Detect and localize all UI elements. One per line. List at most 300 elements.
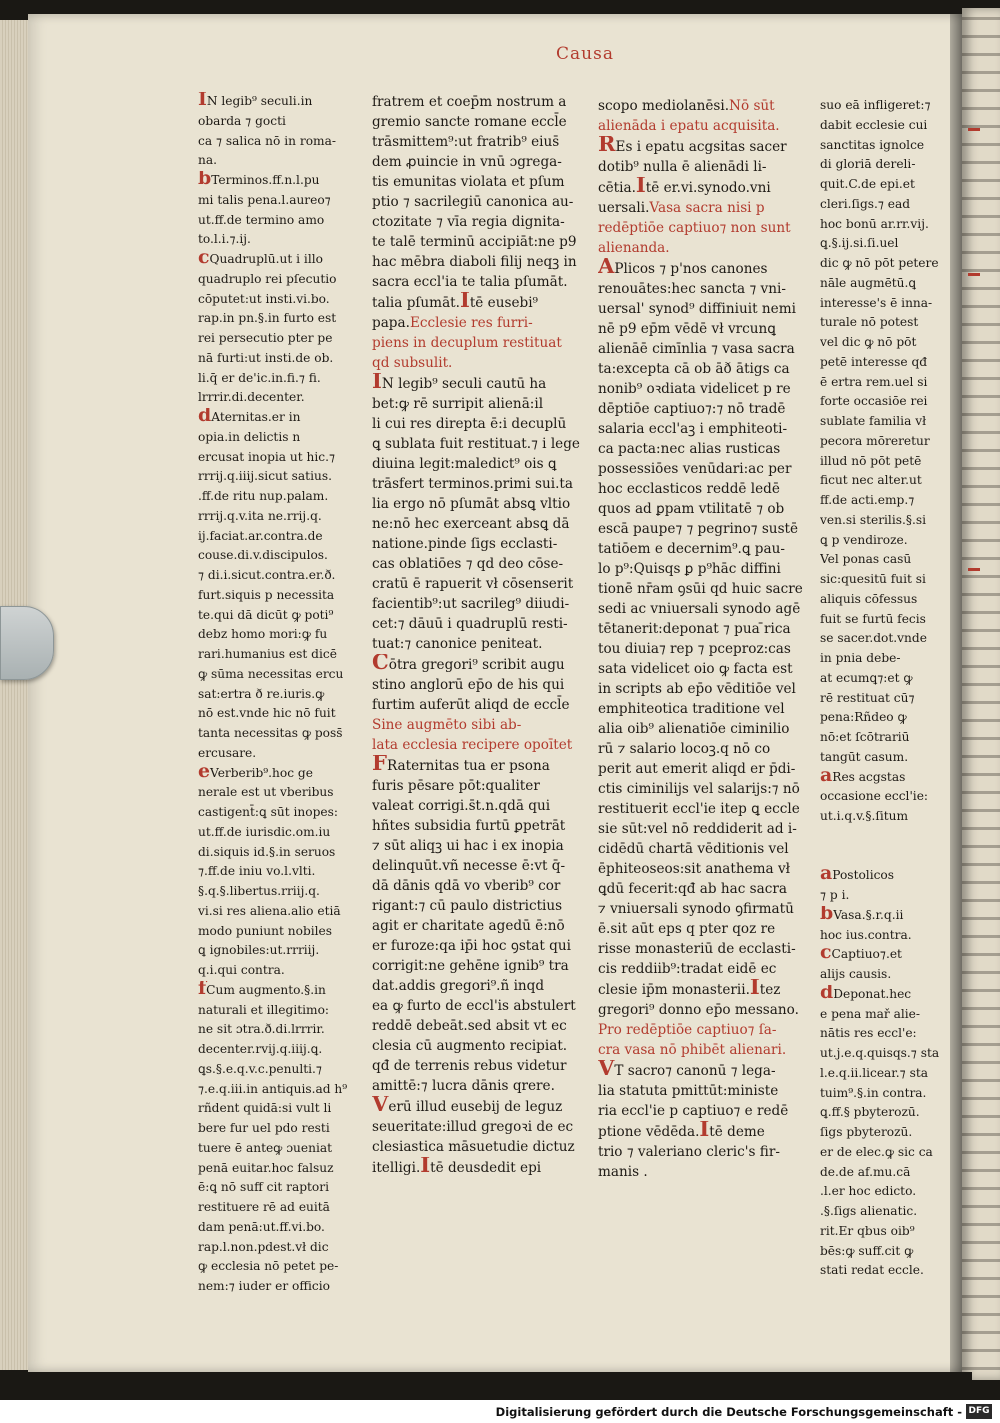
line-text: tē er.vi.synodo.vni	[645, 180, 771, 196]
line-text: itelligi.	[372, 1160, 421, 1176]
text-line	[372, 896, 594, 916]
line-text: sacra eccl'ia te talia pſumāt.	[372, 274, 568, 290]
rubric-text: alienāda i epatu acquisita.	[598, 118, 780, 134]
text-line	[598, 699, 814, 719]
line-text: castigent̄:ꝗ sūt inopes:	[198, 805, 338, 819]
line-text: ⁊ di.i.sicut.contra.er.ð.	[198, 568, 336, 582]
text-line	[820, 175, 960, 195]
text-line	[198, 1277, 368, 1297]
line-text: clesia cū augmento recipiat.	[372, 1038, 568, 1054]
text-line	[198, 902, 368, 922]
line-text: e pena mař alie-	[820, 1006, 921, 1021]
line-text: in scripts ab ep̄o vēditiōe vel	[598, 681, 796, 697]
text-line	[598, 1020, 814, 1040]
line-text: bēs:ꝙ suff.cit ꝙ	[820, 1243, 914, 1258]
line-text: Plicos ⁊ p'nos canones	[614, 261, 768, 277]
text-line	[198, 803, 368, 823]
line-text: ⁊.ff.de iniu vo.l.vlti.	[198, 864, 316, 879]
text-line	[372, 272, 594, 292]
line-text: furtim auferūt aliqd de eccl̄e	[372, 697, 570, 713]
line-text: ſigs pbyterozū.	[820, 1125, 913, 1139]
text-line	[198, 191, 368, 211]
rubric-text: Vasa sacra nisi p	[649, 200, 765, 216]
text-line	[598, 799, 814, 819]
text-line	[198, 290, 368, 310]
line-text: ꝗ sublata fuit restituat.⁊ i lege	[372, 436, 580, 452]
text-line	[820, 787, 960, 807]
line-text: ꝙ ecclesia nō petet pe-	[198, 1259, 339, 1274]
line-text: Quadruplū.ut i illo	[209, 252, 323, 266]
rubric-text: Nō sūt	[729, 98, 775, 114]
text-line	[820, 886, 960, 906]
initial-letter: V	[598, 1060, 615, 1080]
line-text: furt.siquis p necessita	[198, 587, 335, 602]
line-text: talia pſumāt.	[372, 295, 460, 311]
text-line	[820, 827, 960, 847]
line-text: restituere rē ad euitā	[198, 1200, 330, 1214]
line-text: trio ⁊ valeriano cleric's fir-	[598, 1144, 780, 1160]
text-line	[372, 695, 594, 715]
text-line	[372, 1096, 594, 1117]
line-text: dem ꝓuincie in vnū ɔgrega-	[372, 154, 562, 170]
line-text: sic:quesitū fuit si	[820, 572, 926, 586]
line-text: to.l.i.⁊.ij.	[198, 232, 251, 247]
text-line	[820, 807, 960, 827]
text-line	[598, 719, 814, 739]
text-line	[598, 659, 814, 679]
text-line	[598, 779, 814, 799]
text-line	[372, 414, 594, 434]
facing-page-rubric	[968, 128, 980, 131]
line-text: cōputet:ut insti.vi.bo.	[198, 291, 330, 306]
line-text: salaria eccl'aꝫ i emphiteoti-	[598, 421, 788, 437]
rubric-text: Sine augmēto sibi ab-	[372, 717, 522, 733]
text-line	[598, 1142, 814, 1162]
text-line	[820, 1261, 960, 1281]
text-line	[372, 976, 594, 996]
line-text: mi talis pena.l.aureo⁊	[198, 192, 331, 207]
text-line	[372, 1056, 594, 1076]
line-text: sata videlicet oio ꝙ facta est	[598, 661, 793, 677]
rubric-text: piens in decuplum restituat	[372, 335, 562, 351]
text-line	[372, 675, 594, 695]
text-line	[372, 252, 594, 272]
line-text: scopo mediolanēsi.	[598, 98, 730, 114]
text-column-left	[372, 92, 594, 1178]
text-line	[820, 610, 960, 630]
dfg-logo: DFG	[966, 1404, 992, 1419]
line-text: di.siquis id.§.in seruos	[198, 844, 336, 859]
text-line	[198, 1178, 368, 1198]
text-line	[198, 961, 368, 981]
line-text: ōtra gregori⁹ scribit augu	[388, 657, 565, 673]
text-line	[372, 634, 594, 654]
line-text: na.	[198, 153, 217, 168]
line-text: decenter.rvij.q.iiij.ꝗ.	[198, 1042, 323, 1056]
initial-letter: d	[198, 408, 212, 426]
line-text: nerale est ut vberibus	[198, 785, 334, 800]
line-text: ꝙ sūma necessitas ercu	[198, 666, 344, 681]
line-text: Raternitas tua er psona	[386, 758, 550, 774]
text-line	[820, 1005, 960, 1025]
line-text: modo puniunt nobiles	[198, 923, 333, 938]
line-text: Deponat.hec	[833, 986, 912, 1001]
text-line	[820, 373, 960, 393]
text-line	[372, 333, 594, 353]
line-text: ēphiteoseos:sit anathema vł	[598, 861, 791, 877]
text-line	[198, 606, 368, 626]
text-line	[372, 474, 594, 494]
line-text: cleri.ſigs.⁊ ead	[820, 196, 911, 211]
line-text: pena:Rñdeo ꝙ	[820, 710, 907, 725]
text-line	[820, 708, 960, 728]
initial-letter: e	[198, 763, 211, 782]
text-line	[198, 230, 368, 250]
text-line	[372, 614, 594, 634]
text-line	[820, 412, 960, 432]
line-text: alijs causis.	[820, 967, 892, 981]
line-text: obarda ⁊ gocti	[198, 113, 286, 128]
gloss-column-right	[820, 96, 960, 1281]
text-line	[198, 309, 368, 329]
metal-page-clip	[0, 606, 54, 680]
line-text: ē ertra rem.uel si	[820, 374, 928, 389]
text-line	[198, 270, 368, 290]
line-text: lia ergo nō pſumāt absꝗ vltio	[372, 496, 571, 512]
line-text: hoc bonū ar.rr.vij.	[820, 216, 929, 231]
text-line	[372, 856, 594, 876]
line-text: cis reddiib⁹:tradat eidē ec	[598, 961, 777, 977]
line-text: possessiōes venūdari:ac per	[598, 461, 792, 477]
line-text: lia statuta pmittūt:ministe	[598, 1083, 779, 1099]
initial-letter: b	[198, 171, 212, 189]
paragraph-mark: I	[459, 292, 470, 312]
text-line	[820, 1024, 960, 1044]
text-line	[372, 394, 594, 414]
rubric-text: Pro redēptiōe captiuo⁊ ſa-	[598, 1022, 777, 1038]
text-line	[820, 234, 960, 254]
text-line	[198, 566, 368, 586]
line-text: gregori⁹ donno ep̄o messano.	[598, 1002, 799, 1018]
text-line	[598, 419, 814, 439]
line-text: hoc ius.contra.	[820, 927, 912, 942]
text-line	[820, 1103, 960, 1123]
text-line	[198, 546, 368, 566]
text-line	[820, 116, 960, 136]
text-line	[598, 238, 814, 258]
text-line	[198, 645, 368, 665]
text-line	[598, 1081, 814, 1101]
line-text: seueritate:illud gregoꝛi de ec	[372, 1119, 574, 1135]
text-line	[198, 941, 368, 961]
text-line	[820, 847, 960, 867]
text-line	[372, 956, 594, 976]
text-line	[372, 996, 594, 1016]
text-line	[598, 136, 814, 157]
line-text: ut.ff.de iurisdic.om.iu	[198, 824, 331, 839]
line-text: tanta necessitas ꝙ poss̄	[198, 726, 343, 740]
text-line	[820, 1143, 960, 1163]
text-line	[598, 979, 814, 1000]
text-line	[198, 882, 368, 902]
text-line	[598, 319, 814, 339]
text-line	[820, 629, 960, 649]
text-line	[820, 985, 960, 1005]
text-line	[198, 487, 368, 507]
line-text: sat:ertra ð re.iuris.ꝙ	[198, 686, 325, 701]
initial-letter: F	[372, 755, 387, 775]
line-text: opia.in delictis n	[198, 429, 301, 444]
text-line	[198, 112, 368, 132]
line-text: ꝗ ignobiles:ut.rrriij.	[198, 943, 320, 958]
line-text: tez	[759, 982, 781, 998]
line-text: nā furti:ut insti.de ob.	[198, 350, 334, 365]
line-text: cas oblatiōes ⁊ qd deo cōse-	[372, 556, 564, 572]
text-line	[198, 349, 368, 369]
line-text: stati redat eccle.	[820, 1263, 924, 1278]
line-text: clesiastica māsuetudie dictuz	[372, 1139, 575, 1155]
text-line	[598, 198, 814, 218]
line-text: Vel ponas casū	[820, 552, 912, 567]
text-line	[820, 669, 960, 689]
paragraph-mark: I	[699, 1121, 710, 1141]
line-text: nō est.vnde hic nō fuit	[198, 706, 336, 721]
text-line	[198, 92, 368, 112]
rubric-text: qd subsulit.	[372, 355, 453, 371]
text-line	[198, 448, 368, 468]
line-text: ercusat inopia ut hic.⁊	[198, 449, 336, 464]
line-text: diuina legit:maledict⁹ ois ꝗ	[372, 456, 557, 472]
line-text: ꝗ p vendiroze.	[820, 532, 908, 547]
line-text: T sacro⁊ canonū ⁊ lega-	[614, 1063, 776, 1079]
line-text: corrigit:ne gehēne ignib⁹ tra	[372, 958, 569, 974]
line-text: ne:nō hec exerceant absꝗ dā	[372, 516, 570, 532]
line-text: facientib⁹:ut sacrileg⁹ diiudi-	[372, 596, 570, 612]
line-text: forte occasiōe rei	[820, 394, 928, 409]
text-line	[372, 313, 594, 333]
text-line	[820, 1182, 960, 1202]
line-text: risse monasteriū de ecclasti-	[598, 941, 796, 957]
line-text: .l.er hoc edicto.	[820, 1184, 917, 1199]
text-line	[820, 215, 960, 235]
facing-page-text	[962, 8, 1000, 1380]
line-text: ⁊ p i.	[820, 888, 850, 902]
line-text: ut.i.q.v.§.ſitum	[820, 809, 909, 823]
text-line	[198, 764, 368, 784]
line-text: rrrij.q.iiij.sicut satius.	[198, 469, 332, 484]
line-text: renouātes:hec sancta ⁊ vni-	[598, 281, 786, 297]
line-text: dam penā:ut.ff.vi.bo.	[198, 1219, 325, 1234]
line-text: te talē terminū accipiāt:ne p9	[372, 234, 577, 250]
line-text: te.qui dā dicūt ꝙ poti⁹	[198, 607, 334, 622]
text-line	[820, 274, 960, 294]
line-text: trāsfert terminos.primi sui.ta	[372, 476, 573, 492]
text-column-right	[598, 96, 814, 1182]
text-line	[598, 819, 814, 839]
line-text: restituerit eccl'ie itep ꝗ eccle	[598, 801, 800, 817]
text-line	[372, 776, 594, 796]
line-text: ⁊ vniuersali synodo ꝯfirmatū	[598, 901, 794, 917]
text-line	[372, 836, 594, 856]
line-text: naturali et illegitimo:	[198, 1002, 330, 1017]
text-line	[372, 373, 594, 394]
line-text: ꝗ.§.ij.si.ſi.uel	[820, 236, 899, 251]
initial-letter: c	[820, 945, 832, 964]
line-text: penā euitar.hoc falsuz	[198, 1160, 334, 1175]
line-text: ut.ff.de termino amo	[198, 212, 325, 227]
text-line	[598, 258, 814, 279]
text-line	[820, 452, 960, 472]
text-line	[820, 550, 960, 570]
text-line	[372, 1157, 594, 1178]
text-line	[198, 211, 368, 231]
text-line	[598, 639, 814, 659]
text-line	[598, 479, 814, 499]
facing-page-rubric	[968, 273, 980, 276]
line-text: at ecumꝗ⁊:et ꝙ	[820, 670, 913, 685]
line-text: papa.	[372, 315, 410, 331]
line-text: tuim⁹.§.in contra.	[820, 1085, 927, 1100]
text-line	[372, 1117, 594, 1137]
text-line	[198, 1060, 368, 1080]
line-text: Aternitas.er in	[211, 410, 301, 424]
initial-letter: a	[820, 866, 833, 885]
text-line	[198, 132, 368, 152]
text-line	[598, 1000, 814, 1020]
text-line	[198, 1080, 368, 1100]
line-text: N legib⁹ seculi.in	[206, 94, 313, 108]
text-line	[820, 471, 960, 491]
text-line	[598, 439, 814, 459]
line-text: manis .	[598, 1164, 648, 1180]
rubric-text: cra vasa nō phibēt alienari.	[598, 1042, 787, 1058]
text-line	[598, 299, 814, 319]
text-line	[372, 735, 594, 755]
text-line	[372, 514, 594, 534]
initial-letter: f	[198, 980, 207, 999]
text-line	[598, 1162, 814, 1182]
text-line	[372, 574, 594, 594]
text-line	[198, 527, 368, 547]
initial-letter: b	[820, 905, 834, 924]
line-text: dabit ecclesie cui	[820, 117, 928, 132]
line-text: pecora mōreretur	[820, 433, 930, 448]
line-text: sublate familia vł	[820, 414, 927, 428]
line-text: illud nō pōt petē	[820, 453, 922, 468]
line-text: ē.sit aūt eps q pter qoz re	[598, 921, 776, 937]
line-text: rap.in pn.§.in furto est	[198, 311, 337, 326]
line-text: in pnia debe-	[820, 651, 901, 665]
text-line	[198, 724, 368, 744]
text-line	[198, 1218, 368, 1238]
text-line	[820, 590, 960, 610]
text-line	[372, 172, 594, 192]
text-line	[820, 649, 960, 669]
text-line	[198, 388, 368, 408]
line-text: furis pēsare pōt:qualiter	[372, 778, 540, 794]
text-line	[820, 491, 960, 511]
line-text: hñtes subsidia furtū ꝑpetrāt	[372, 818, 566, 834]
line-text: fratrem et coep̄m nostrum a	[372, 94, 567, 110]
line-text: rē restituat cū⁊	[820, 690, 915, 705]
text-line	[598, 739, 814, 759]
line-text: sie sūt:vel nō reddiderit ad i-	[598, 821, 797, 837]
text-line	[198, 369, 368, 389]
text-line	[198, 467, 368, 487]
text-line	[372, 936, 594, 956]
text-line	[820, 333, 960, 353]
text-line	[598, 459, 814, 479]
line-text: ercusare.	[198, 745, 257, 760]
line-text: nāle augmētū.ꝗ	[820, 275, 917, 290]
funding-credit: Digitalisierung gefördert durch die Deutsche Forschungsgemeinschaft -	[495, 1405, 962, 1419]
line-text: dēptiōe captiuo⁊:⁊ nō tradē	[598, 401, 786, 417]
line-text: couse.di.v.discipulos.	[198, 548, 328, 563]
text-line	[598, 559, 814, 579]
text-line	[820, 1044, 960, 1064]
line-text: aliquis cōfessus	[820, 591, 918, 606]
text-line	[198, 1257, 368, 1277]
text-line	[372, 1016, 594, 1036]
text-line	[372, 292, 594, 313]
line-text: cet:⁊ dāuū i quadruplū resti-	[372, 616, 568, 632]
initial-letter: I	[372, 373, 382, 393]
text-line	[372, 876, 594, 896]
rubric-text: redēptiōe captiuo⁊ non sunt	[598, 220, 791, 236]
text-line	[820, 392, 960, 412]
text-line	[198, 685, 368, 705]
line-text: dotib⁹ nulla ē alienādi li-	[598, 159, 767, 175]
line-text: rei persecutio pter pe	[198, 331, 333, 345]
line-text: ⁊.e.q.iii.in antiquis.ad h⁹	[198, 1081, 348, 1096]
text-line	[372, 232, 594, 252]
text-line	[820, 155, 960, 175]
text-line	[820, 313, 960, 333]
text-line	[820, 570, 960, 590]
text-line	[598, 116, 814, 136]
text-line	[198, 1119, 368, 1139]
text-line	[598, 939, 814, 959]
initial-letter: I	[198, 92, 207, 110]
text-line	[820, 1163, 960, 1183]
line-text: turale nō potest	[820, 315, 919, 330]
line-text: er furoze:qa ip̄i hoc ꝯstat qui	[372, 938, 571, 954]
text-line	[372, 816, 594, 836]
text-line	[198, 625, 368, 645]
line-text: Postolicos	[832, 868, 895, 883]
line-text: rari.humanius est dicē	[198, 647, 337, 661]
text-line	[372, 454, 594, 474]
text-line	[598, 579, 814, 599]
text-line	[372, 494, 594, 514]
line-text: natione.pinde ſigs ecclasti-	[372, 536, 558, 552]
line-text: debz homo mori:ꝙ fu	[198, 627, 328, 642]
text-line	[198, 1238, 368, 1258]
text-line	[198, 744, 368, 764]
line-text: ptio ⁊ sacrilegiū canonica au-	[372, 194, 574, 210]
line-text: emphiteotica traditione vel	[598, 701, 785, 717]
rubric-text: alienanda.	[598, 240, 670, 256]
text-line	[372, 755, 594, 776]
text-line	[820, 768, 960, 788]
text-line	[820, 195, 960, 215]
rubric-text: lata ecclesia recipere opoītet	[372, 737, 573, 753]
line-text: quit.C.de epi.et	[820, 177, 915, 191]
text-line	[598, 899, 814, 919]
line-text: ē:ꝗ nō suff cit raptori	[198, 1180, 329, 1195]
page-bottom-edge	[28, 1372, 972, 1400]
text-line	[820, 1202, 960, 1222]
